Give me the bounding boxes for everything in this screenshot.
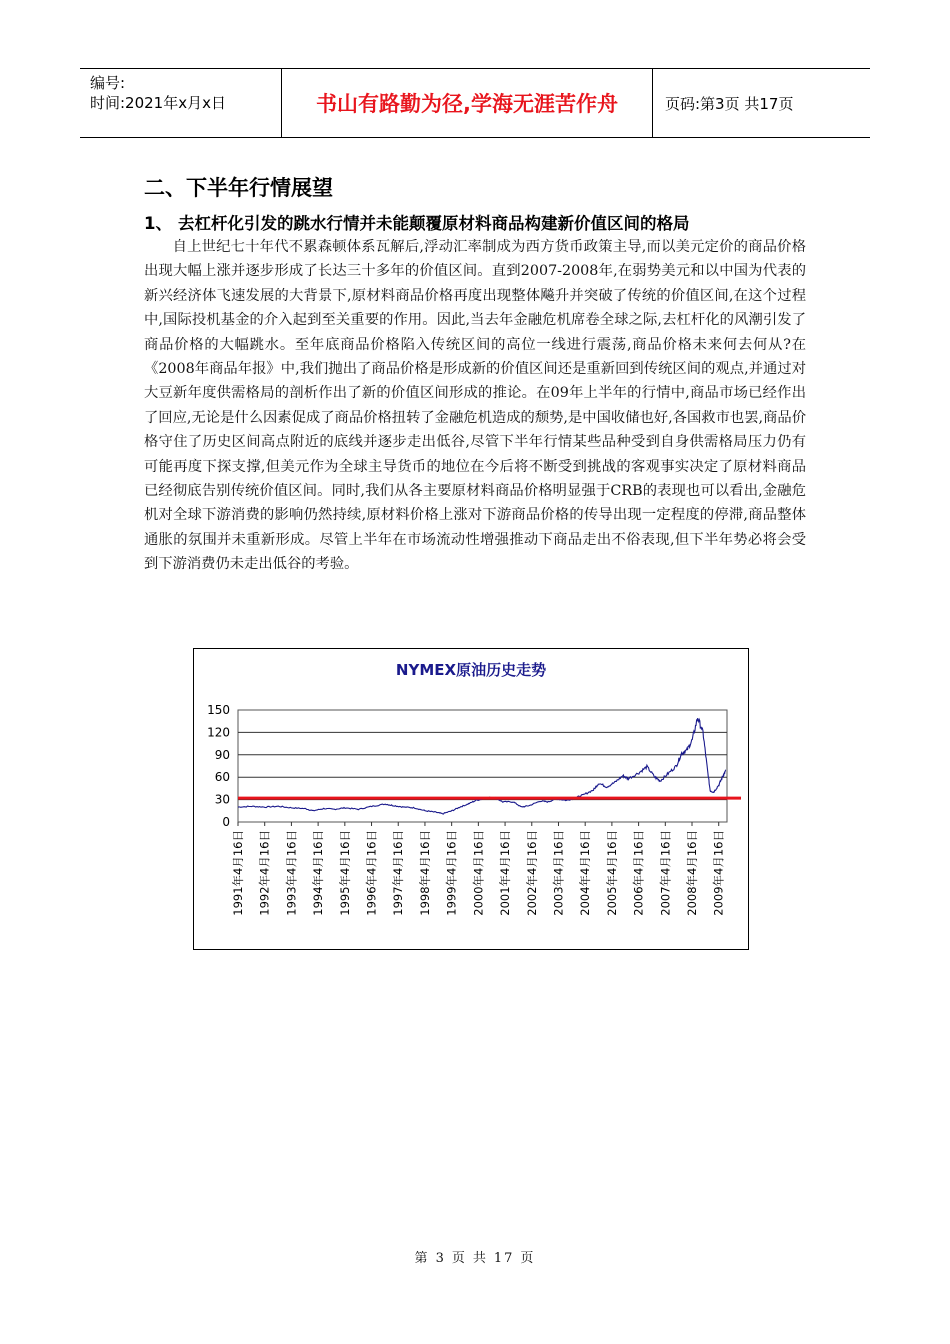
page-footer [0,1247,950,1266]
x-tick-label: 1995年4月16日 [337,830,352,916]
y-tick-label: 60 [214,770,230,785]
plot-area [238,710,727,822]
section-title: 二、下半年行情展望 [144,176,333,200]
y-tick-label: 0 [222,815,230,829]
subsection-number: 1、 [144,214,172,233]
x-tick-label: 2002年4月16日 [524,830,539,916]
header-motto: 书山有路勤为径,学海无涯苦作舟 [281,69,653,137]
footer-total-word: 共 [472,1251,488,1266]
header-page-code: 页码:第3页 共17页 [665,94,794,113]
date-line: 时间:2021年x月x日 [90,94,226,112]
footer-total-number: 17 [493,1251,515,1266]
chart-canvas [194,649,748,949]
x-tick-label: 1993年4月16日 [284,830,299,916]
x-tick-label: 2005年4月16日 [604,830,619,916]
x-tick-label: 2009年4月16日 [711,830,726,916]
y-tick-label: 90 [214,747,230,762]
x-tick-label: 1992年4月16日 [257,830,272,916]
footer-page-word: 第 [414,1251,430,1266]
subsection-text: 去杠杆化引发的跳水行情并未能颠覆原材料商品构建新价值区间的格局 [178,214,690,233]
x-tick-label: 2008年4月16日 [685,830,700,916]
x-tick-label: 2000年4月16日 [471,830,486,916]
x-tick-label: 1999年4月16日 [444,830,459,916]
footer-page-unit: 页 [451,1251,467,1266]
page-header [80,68,870,138]
x-tick-label: 2003年4月16日 [551,830,566,916]
footer-page-number: 3 [435,1251,446,1266]
y-tick-label: 120 [207,725,230,740]
x-tick-label: 2007年4月16日 [658,830,673,916]
x-tick-label: 1997年4月16日 [391,830,406,916]
oil-price-chart [193,648,749,950]
footer-total-unit: 页 [520,1251,536,1266]
x-tick-label: 2004年4月16日 [578,830,593,916]
x-tick-label: 2001年4月16日 [498,830,513,916]
x-tick-label: 1996年4月16日 [364,830,379,916]
x-tick-label: 1994年4月16日 [311,830,326,916]
serial-number: 编号: [90,74,126,92]
y-tick-label: 30 [214,792,230,807]
x-tick-label: 1998年4月16日 [417,830,432,916]
y-tick-label: 150 [207,703,230,717]
header-meta [80,69,281,137]
x-tick-label: 1991年4月16日 [231,830,245,916]
x-tick-label: 2006年4月16日 [631,830,646,916]
subsection-title [144,210,844,234]
body-paragraph: 自上世纪七十年代不累森顿体系瓦解后,浮动汇率制成为西方货币政策主导,而以美元定价的商品价格出现大幅上涨并逐步形成了长达三十多年的价值区间。直到2007-2008年,在弱势美元和以中国为代表的新兴经济体飞速发展的大背景下,原材料商品价格再度出现整体飚升并突破了传统的价值区间,在这个过程中,国际投机基金的介入起到至关重要的作用。因此,当去年金融危机席卷全球之际,去杠杆化的风潮引发了商品价格的大幅跳水。至年底商品价格陷入传统区间的高位一线进行震荡,商品价格未来何去何从?在《2008年商品年报》中,我们抛出了商品价格是形成新的价值区间还是重新回到传统区间的观点,并通过对大豆新年度供需格局的剖析作出了新的价值区间形成的推论。在09年上半年的行情中,商品市场已经作出了回应,无论是什么因素促成了商品价格扭转了金融危机造成的颓势,是中国收储也好,各国救市也罢,商品价格守住了历史区间高点附近的底线并逐步走出低谷,尽管下半年行情某些品种受到自身供需格局压力仍有可能再度下探支撑,但美元作为全球主导货币的地位在今后将不断受到挑战的客观事实决定了原材料商品已经彻底告别传统价值区间。同时,我们从各主要原材料商品价格明显强于CRB的表现也可以看出,金融危机对全球下游消费的影响仍然持续,原材料价格上涨对下游商品价格的传导出现一定程度的停滞,商品整体通胀的氛围并未重新形成。尽管上半年在市场流动性增强推动下商品走出不俗表现,但下半年势必将会受到下游消费仍未走出低谷的考验。 [144,239,806,573]
chart-title: NYMEX原油历史走势 [395,661,547,679]
